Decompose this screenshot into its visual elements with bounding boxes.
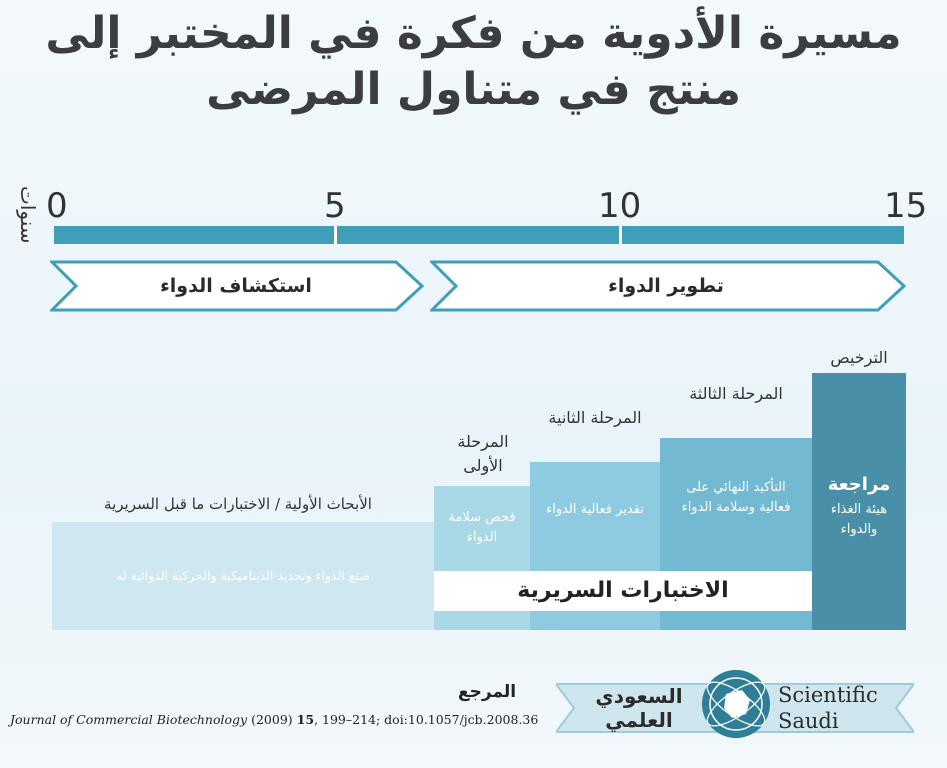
logo-english-line1: Scientific bbox=[778, 683, 878, 707]
clinical-trials-label: الاختبارات السريرية bbox=[434, 571, 812, 611]
discovery-label: استكشاف الدواء bbox=[160, 275, 312, 297]
logo-arabic-line2: العلمي bbox=[605, 708, 673, 732]
approval-desc: هيئة الغذاء والدواء bbox=[830, 502, 888, 537]
preclinical-desc: صنع الدواء وتحديد الديناميكية والحركية الدوائية له bbox=[116, 568, 370, 583]
phase2-desc: تقدير فعالية الدواء bbox=[546, 502, 644, 517]
reference-journal: Journal of Commercial Biotechnology bbox=[10, 712, 248, 727]
timeline-divider bbox=[619, 226, 622, 244]
timeline-divider bbox=[334, 226, 337, 244]
phase1-title: المرحلة الأولى bbox=[457, 432, 509, 475]
reference-citation bbox=[10, 712, 545, 727]
atom-emblem-icon bbox=[696, 664, 776, 744]
reference-title: المرجع bbox=[458, 682, 517, 702]
scientific-saudi-logo bbox=[556, 676, 914, 740]
reference-year: (2009) bbox=[251, 712, 293, 727]
phase3-desc: التأكيد النهائي على فعالية وسلامة الدواء bbox=[681, 480, 791, 515]
tick-10: 10 bbox=[598, 186, 642, 226]
reference-rest: , 199–214; doi:10.1057/jcb.2008.36 bbox=[314, 712, 539, 727]
phase1-desc: فحص سلامة الدواء bbox=[448, 510, 516, 545]
tick-5: 5 bbox=[324, 186, 346, 226]
tick-0: 0 bbox=[46, 186, 68, 226]
approval-review-title: مراجعة bbox=[827, 474, 891, 495]
phase2-title: المرحلة الثانية bbox=[548, 408, 642, 427]
years-axis-label: سنوات bbox=[16, 186, 40, 244]
logo-arabic-line1: السعودي bbox=[595, 684, 683, 708]
preclinical-heading: الأبحاث الأولية / الاختبارات ما قبل السريرية bbox=[104, 495, 372, 513]
logo-english-line2: Saudi bbox=[778, 709, 839, 733]
development-label: تطوير الدواء bbox=[608, 275, 724, 297]
phase3-title: المرحلة الثالثة bbox=[689, 384, 783, 403]
timeline-bar bbox=[54, 226, 904, 244]
approval-title: الترخيص bbox=[830, 348, 888, 367]
tick-15: 15 bbox=[884, 186, 928, 226]
reference-volume: 15 bbox=[296, 712, 315, 727]
page-title: مسيرة الأدوية من فكرة في المختبر إلى منتج في متناول المرضى bbox=[45, 8, 902, 115]
